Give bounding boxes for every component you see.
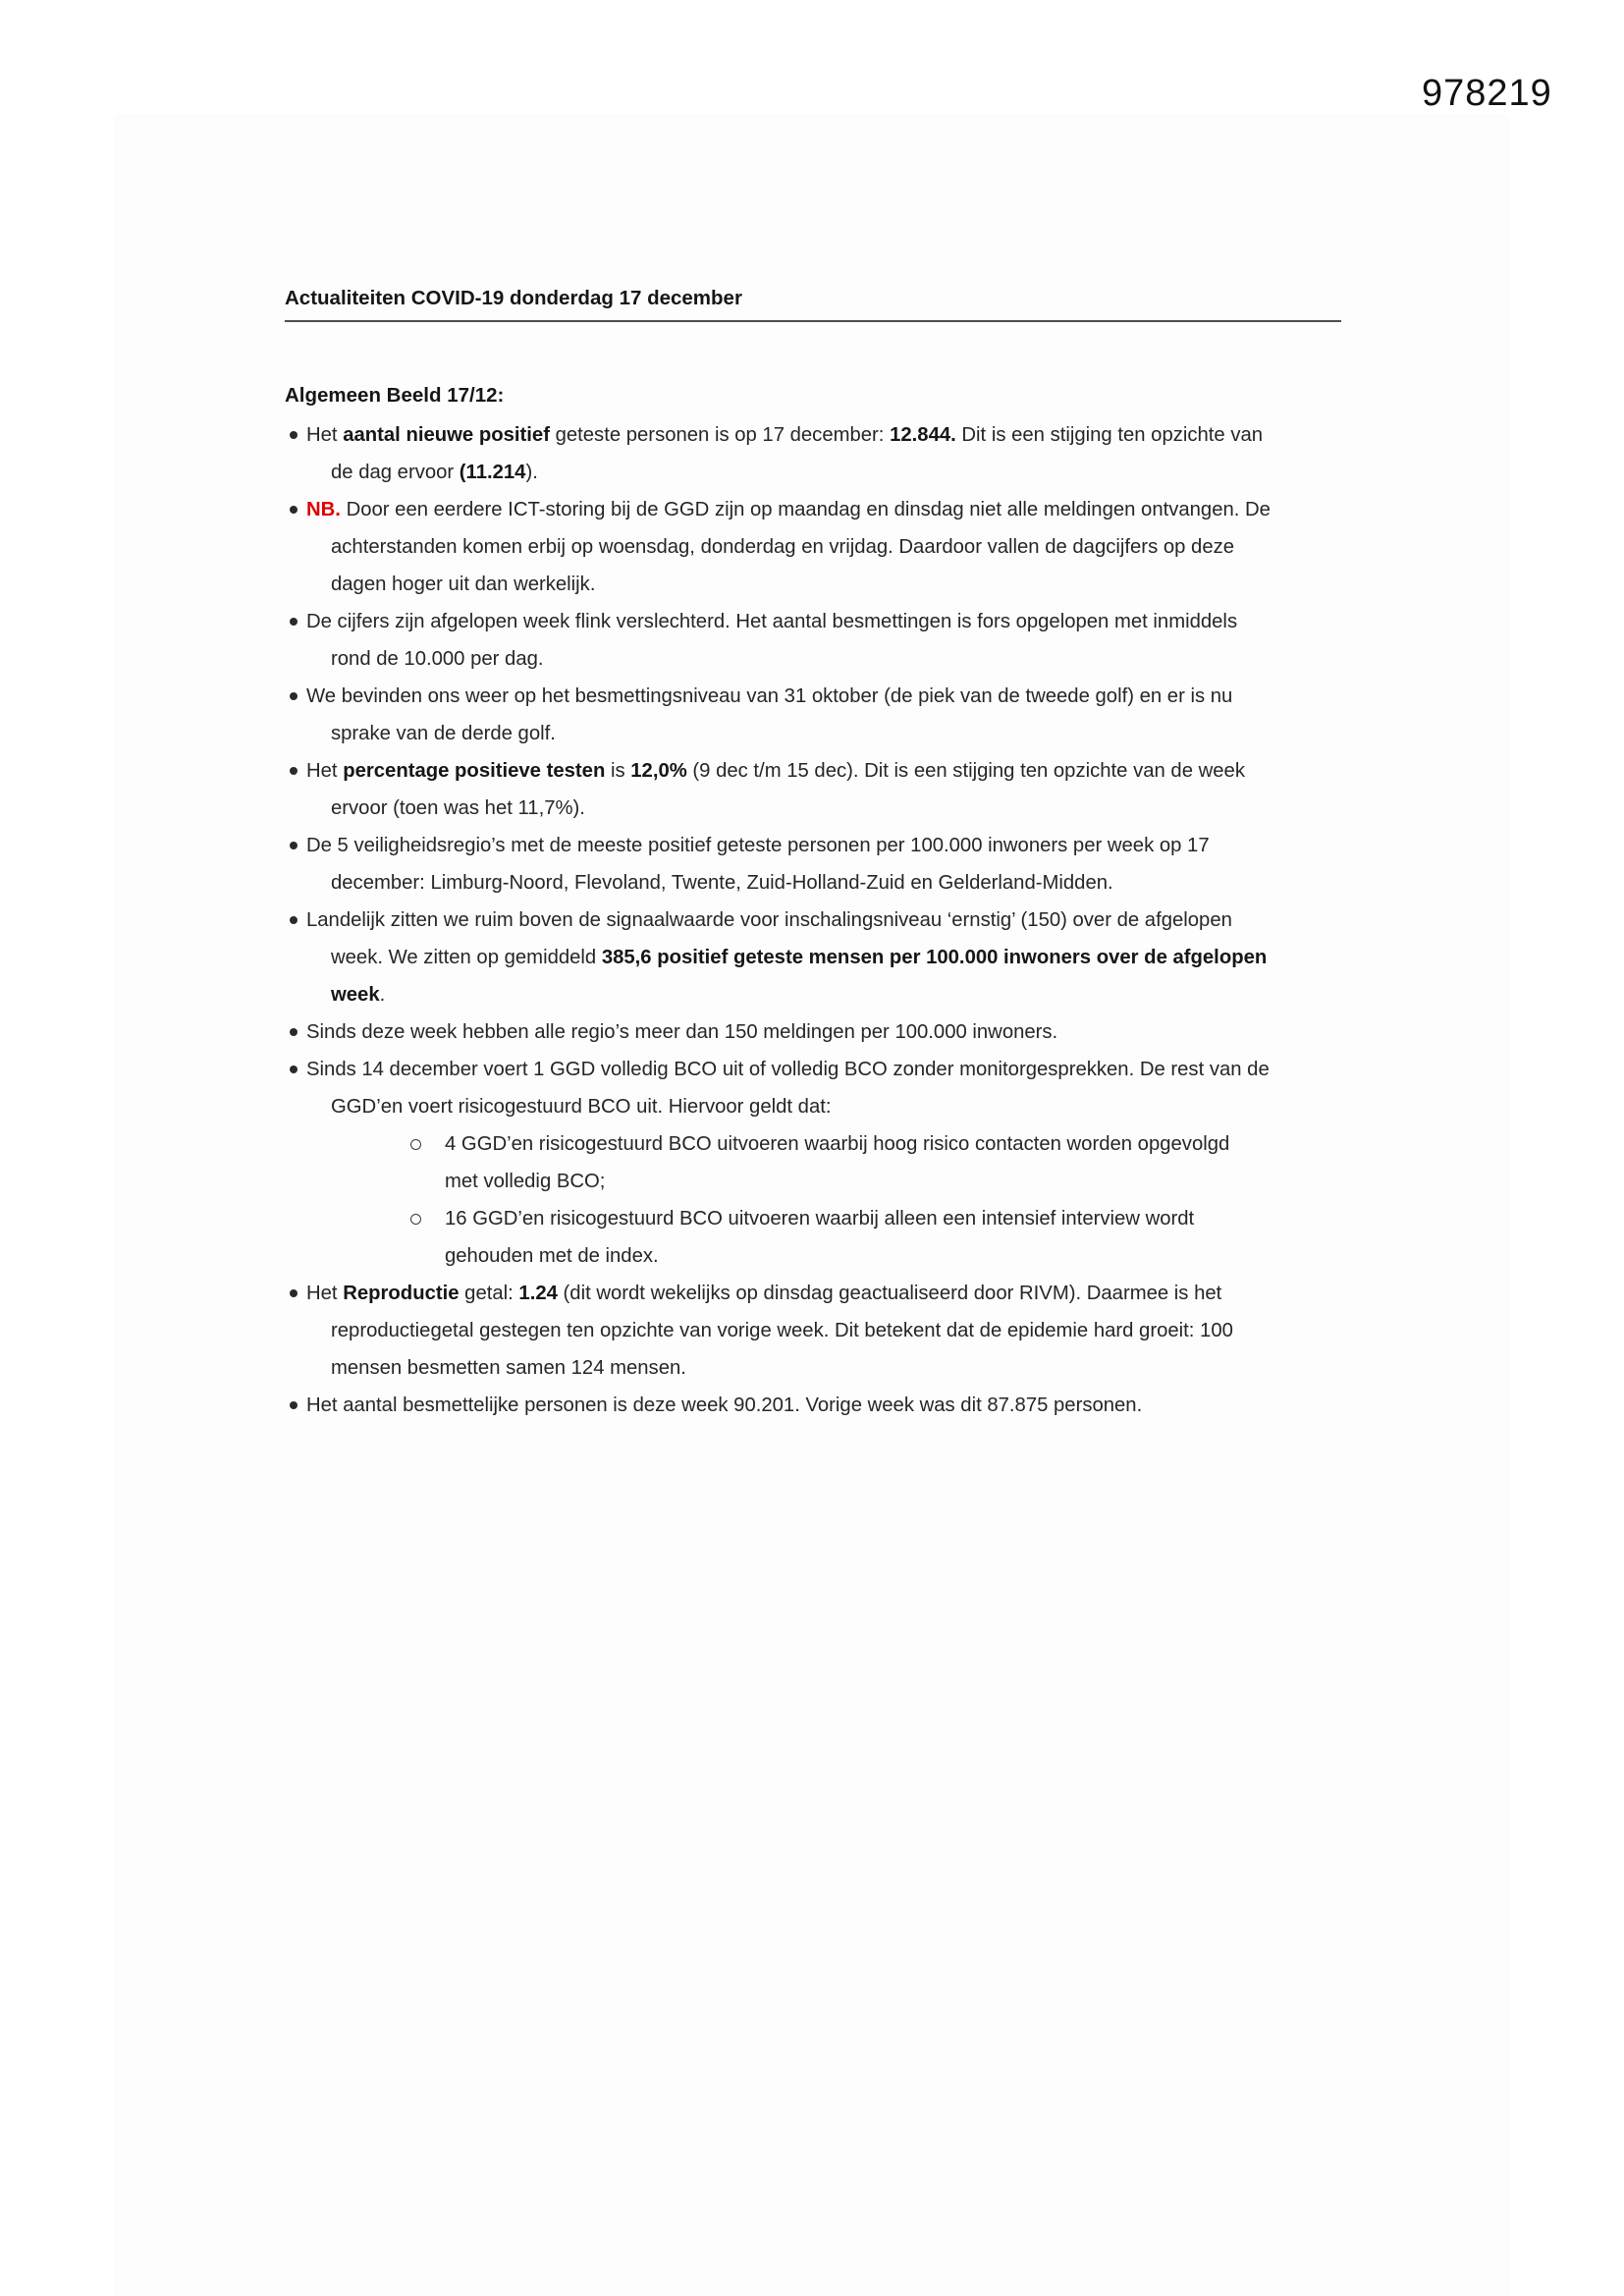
bullet-dot-icon bbox=[290, 842, 298, 849]
bullet-item bbox=[285, 1387, 1281, 1424]
bullet-text: We bevinden ons weer op het besmettingsniveau van 31 oktober (de piek van de tweede golf) en er is nu sprake van de derde golf. bbox=[306, 685, 1233, 744]
bullet-text: 16 GGD’en risicogestuurd BCO uitvoeren waarbij alleen een intensief interview wordt gehouden met de index. bbox=[445, 1208, 1195, 1267]
bullet-list bbox=[285, 416, 1281, 1424]
bullet-item bbox=[285, 416, 1281, 491]
bullet-dot-icon bbox=[290, 1028, 298, 1036]
bullet-item bbox=[285, 902, 1281, 1013]
title-underline bbox=[285, 320, 1341, 322]
bullet-text: Het aantal nieuwe positief geteste personen is op 17 december: 12.844. Dit is een stijging ten opzichte van de dag ervoor (11.214). bbox=[306, 424, 1264, 483]
bullet-item bbox=[285, 603, 1281, 678]
bullet-dot-icon bbox=[290, 506, 298, 514]
bullet-text: Het Reproductie getal: 1.24 (dit wordt wekelijks op dinsdag geactualiseerd door RIVM). Daarmee is het reproductiegetal gestegen ten opzichte van vorige week. Dit betekent dat de epidemie hard groeit: 100 mensen besmetten samen 124 mensen. bbox=[306, 1283, 1233, 1379]
bullet-dot-icon bbox=[290, 692, 298, 700]
bullet-item bbox=[285, 491, 1281, 603]
bullet-item bbox=[285, 1275, 1281, 1387]
bullet-dot-icon bbox=[290, 618, 298, 626]
bullet-text: De 5 veiligheidsregio’s met de meeste positief geteste personen per 100.000 inwoners per week op 17 december: Limburg-Noord, Flevoland, Twente, Zuid-Holland-Zuid en Gelderland-Midden. bbox=[306, 835, 1210, 894]
bullet-dot-icon bbox=[290, 916, 298, 924]
bullet-dot-icon bbox=[290, 767, 298, 775]
bullet-text: Landelijk zitten we ruim boven de signaalwaarde voor inschalingsniveau ‘ernstig’ (150) over de afgelopen week. We zitten op gemiddeld 385,6 positief geteste mensen per 100.000 inwoners over de afgelopen week. bbox=[306, 909, 1268, 1006]
sub-bullet-item bbox=[285, 1125, 1281, 1200]
bullet-text: 4 GGD’en risicogestuurd BCO uitvoeren waarbij hoog risico contacten worden opgevolgd met volledig BCO; bbox=[445, 1133, 1230, 1192]
bullet-item bbox=[285, 678, 1281, 752]
bullet-text: Sinds deze week hebben alle regio’s meer dan 150 meldingen per 100.000 inwoners. bbox=[306, 1021, 1058, 1043]
bullet-dot-icon bbox=[290, 1401, 298, 1409]
bullet-text: Het aantal besmettelijke personen is deze week 90.201. Vorige week was dit 87.875 personen. bbox=[306, 1394, 1143, 1416]
bullet-circle-icon bbox=[410, 1139, 421, 1150]
bullet-dot-icon bbox=[290, 1066, 298, 1073]
bullet-text: Sinds 14 december voert 1 GGD volledig BCO uit of volledig BCO zonder monitorgesprekken. De rest van de GGD’en voert risicogestuurd BCO uit. Hiervoor geldt dat: bbox=[306, 1059, 1270, 1118]
bullet-text: NB. Door een eerdere ICT-storing bij de GGD zijn op maandag en dinsdag niet alle meldingen ontvangen. De achterstanden komen erbij op woensdag, donderdag en vrijdag. Daardoor vallen de dagcijfers op deze dagen hoger uit dan werkelijk. bbox=[306, 499, 1271, 595]
bullet-dot-icon bbox=[290, 431, 298, 439]
bullet-circle-icon bbox=[410, 1214, 421, 1225]
bullet-item bbox=[285, 1051, 1281, 1125]
sub-bullet-item bbox=[285, 1200, 1281, 1275]
bullet-item bbox=[285, 827, 1281, 902]
header-number: 978219 bbox=[1422, 73, 1552, 114]
bullet-item bbox=[285, 752, 1281, 827]
bullet-text: Het percentage positieve testen is 12,0% (9 dec t/m 15 dec). Dit is een stijging ten opzichte van de week ervoor (toen was het 11,7%). bbox=[306, 760, 1245, 819]
bullet-text: De cijfers zijn afgelopen week flink verslechterd. Het aantal besmettingen is fors opgelopen met inmiddels rond de 10.000 per dag. bbox=[306, 611, 1238, 670]
section-heading: Algemeen Beeld 17/12: bbox=[285, 384, 505, 407]
bullet-dot-icon bbox=[290, 1289, 298, 1297]
bullet-item bbox=[285, 1013, 1281, 1051]
document-title: Actualiteiten COVID-19 donderdag 17 december bbox=[285, 287, 742, 309]
